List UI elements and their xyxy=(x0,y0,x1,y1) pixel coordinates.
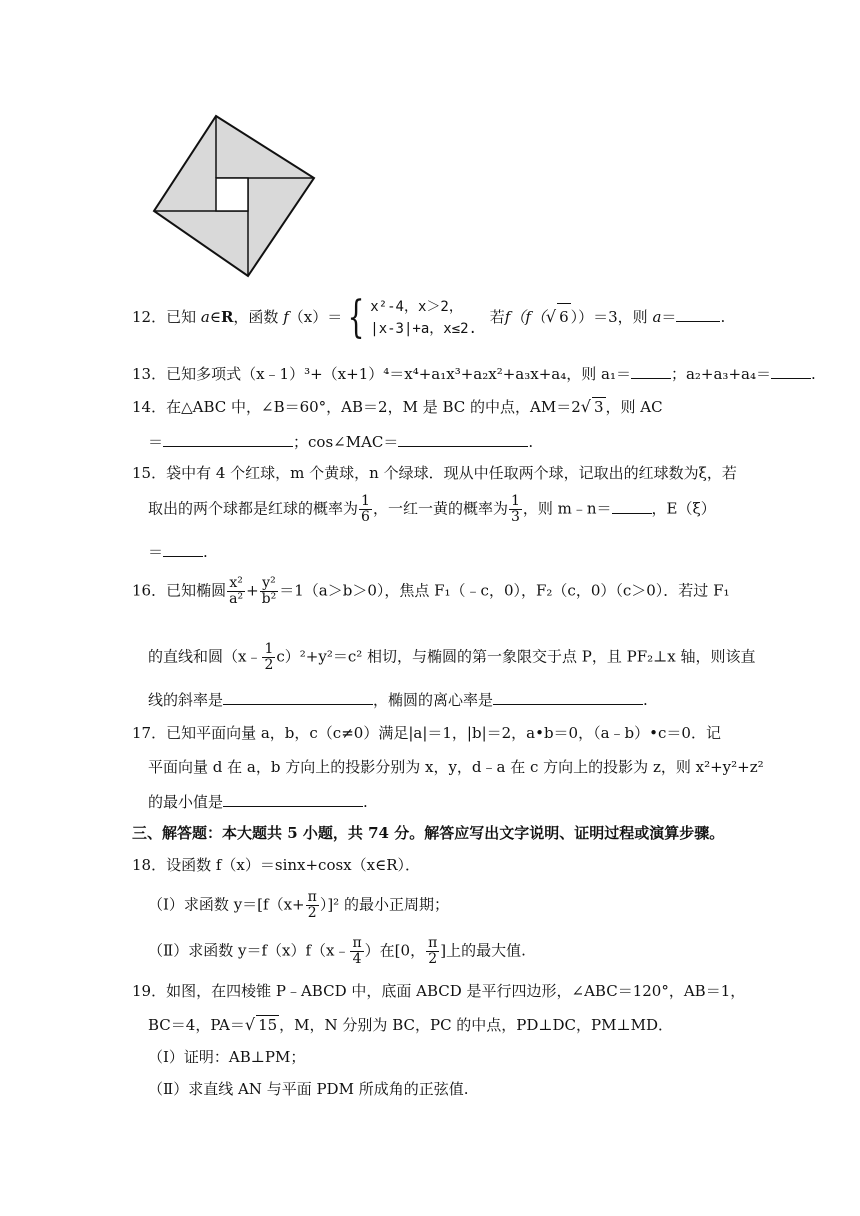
fraction-1-3: $\frac{1}{3}$ xyxy=(510,493,520,525)
answer-blank[interactable] xyxy=(163,430,293,447)
question-17-line-2: 平面向量 d 在 a，b 方向上的投影分别为 x，y，d﹣a 在 c 方向上的投影为 z，则 x²+y²+z² xyxy=(148,758,764,776)
question-12: 12．已知 a∈R，函数 f（x）＝ { x²-4，x＞2， |x-3|+a，x≤2. 若f（f（√ 6 ））＝3，则 a＝ . xyxy=(132,292,726,343)
question-19: 19．如图，在四棱锥 P﹣ABCD 中，底面 ABCD 是平行四边形，∠ABC＝120°，AB＝1， xyxy=(132,982,746,1000)
question-16-line-3: 线的斜率是 ，椭圆的离心率是 . xyxy=(148,688,648,710)
question-19-line-2: BC＝4，PA＝√ 15 ，M，N 分别为 BC，PC 的中点，PD⊥DC，PM⊥MD． xyxy=(148,1015,673,1034)
fraction-pi-2: $\frac{\pi}{2}$ xyxy=(307,889,317,921)
question-14: 14．在△ABC 中，∠B＝60°，AB＝2，M 是 BC 的中点，AM＝2√ 3 ，则 AC xyxy=(132,397,663,416)
answer-blank[interactable] xyxy=(676,305,720,322)
answer-blank[interactable] xyxy=(631,362,671,379)
question-15: 15．袋中有 4 个红球，m 个黄球，n 个绿球．现从中任取两个球，记取出的红球数为ξ，若 xyxy=(132,464,737,482)
question-number: 12． xyxy=(132,308,167,326)
question-number: 19． xyxy=(132,982,167,1000)
answer-blank[interactable] xyxy=(163,540,203,557)
answer-blank[interactable] xyxy=(223,688,373,705)
question-number: 14． xyxy=(132,398,167,416)
fraction-pi-2: $\frac{\pi}{2}$ xyxy=(428,935,438,967)
question-19-part-1: （Ⅰ）证明：AB⊥PM； xyxy=(148,1048,306,1066)
question-15-line-2: 取出的两个球都是红球的概率为 $\frac{1}{6}$ ，一红一黄的概率为 $\frac{1}{3}$ ，则 m﹣n＝ ，E（ξ） xyxy=(148,493,716,525)
question-number: 17． xyxy=(132,724,167,742)
question-19-part-2: （Ⅱ）求直线 AN 与平面 PDM 所成角的正弦值. xyxy=(148,1080,469,1098)
fraction-1-2: $\frac{1}{2}$ xyxy=(264,641,274,673)
question-16-line-2: 的直线和圆（x﹣ $\frac{1}{2}$ c）²+y²＝c² 相切，与椭圆的第一象限交于点 P，且 PF₂⊥x 轴，则该直 xyxy=(148,641,756,673)
sqrt-15: 15 xyxy=(258,1016,278,1034)
sqrt-3: 3 xyxy=(593,398,604,416)
question-16: 16．已知椭圆 $\frac{\text{x²}}{\text{a²}}$ + $\frac{\text{y²}}{\text{b²}}$ ＝1（a＞b＞0），焦点 F₁（﹣c，0），F₂（c，0）（c＞0）．若过 F₁ xyxy=(132,575,730,607)
answer-blank[interactable] xyxy=(612,497,652,514)
answer-blank[interactable] xyxy=(771,362,811,379)
answer-blank[interactable] xyxy=(493,688,643,705)
piecewise-cases: x²-4，x＞2， |x-3|+a，x≤2. xyxy=(370,299,477,337)
section-heading: 三、解答题：本大题共 5 小题，共 74 分。解答应写出文字说明、证明过程或演算步骤。 xyxy=(132,824,725,842)
fraction-y2-b2: $\frac{\text{y²}}{\text{b²}}$ xyxy=(261,575,277,607)
question-number: 16． xyxy=(132,581,167,600)
question-18-part-2: （Ⅱ）求函数 y＝f（x）f（x﹣ $\frac{\pi}{4}$ ）在[0， $\frac{\pi}{2}$ ]上的最大值. xyxy=(148,935,526,967)
question-18: 18．设函数 f（x）＝sinx+cosx（x∈R）． xyxy=(132,856,421,874)
piecewise-brace: { xyxy=(347,292,365,343)
question-13: 13．已知多项式（x﹣1）³+（x+1）⁴＝x⁴+a₁x³+a₂x²+a₃x+a₄，则 a₁＝ ；a₂+a₃+a₄＝ . xyxy=(132,362,816,384)
question-number: 15． xyxy=(132,464,167,482)
question-number: 18． xyxy=(132,856,167,874)
answer-blank[interactable] xyxy=(398,430,528,447)
sqrt-6: 6 xyxy=(557,303,571,330)
fraction-x2-a2: $\frac{\text{x²}}{\text{a²}}$ xyxy=(229,575,244,607)
fraction-1-6: $\frac{1}{6}$ xyxy=(361,493,370,525)
question-number: 13． xyxy=(132,365,167,383)
question-18-part-1: （Ⅰ）求函数 y＝[f（x+ $\frac{\pi}{2}$ ）]² 的最小正周期； xyxy=(148,889,449,921)
question-14-line-2: ＝ ；cos∠MAC＝ . xyxy=(148,430,533,452)
question-15-line-3: ＝ . xyxy=(148,540,208,562)
question-17: 17．已知平面向量 a，b，c（c≠0）满足|a|＝1，|b|＝2，a•b＝0，（a﹣b）•c＝0．记 xyxy=(132,724,721,742)
fraction-pi-4: $\frac{\pi}{4}$ xyxy=(352,935,362,967)
pinwheel-square-figure xyxy=(148,112,324,282)
question-17-line-3: 的最小值是 . xyxy=(148,790,368,812)
answer-blank[interactable] xyxy=(223,790,363,807)
